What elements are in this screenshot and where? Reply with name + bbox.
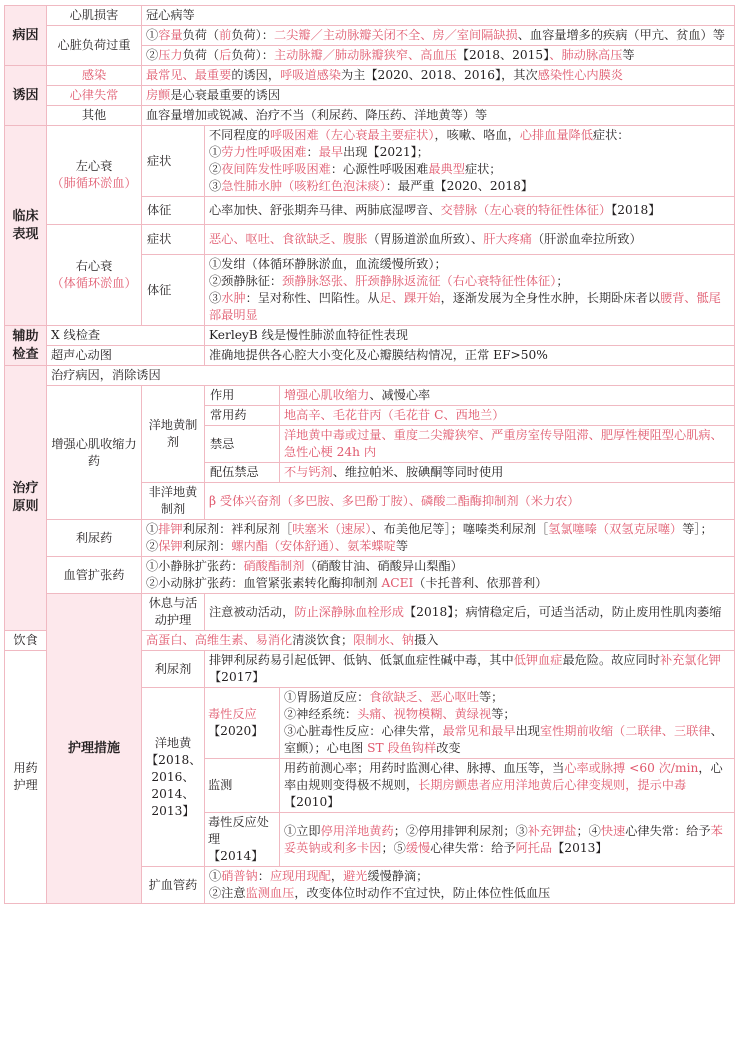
row-echo bbox=[5, 346, 735, 366]
left-symptom-intro: 不同程度的呼吸困难（左心衰最主要症状），咳嗽、咯血，心排血量降低症状： bbox=[209, 128, 630, 142]
label-echo: 超声心动图 bbox=[47, 346, 205, 366]
label-dig-action: 作用 bbox=[205, 386, 280, 406]
label-dig-combo: 配伍禁忌 bbox=[205, 463, 280, 483]
section-treatment: 治疗原则 bbox=[5, 366, 47, 631]
text-echo: 准确地提供各心腔大小变化及心瓣膜结构情况，正常 EF>50% bbox=[205, 346, 735, 366]
med-dig-tox-name: 毒性反应 bbox=[208, 707, 257, 721]
text-right-sign bbox=[205, 255, 735, 326]
text-infection: 最常见、最重要的诱因，呼吸道感染为主【2020、2018、2016】，其次感染性心内膜炎 bbox=[142, 66, 735, 86]
left-hf-name: 左心衰 bbox=[75, 159, 113, 173]
diuretic-line-2: ②保钾利尿剂：螺内酯（安体舒通）、氨苯蝶啶等 bbox=[146, 539, 409, 553]
label-infection: 感染 bbox=[47, 66, 142, 86]
label-dig-contra: 禁忌 bbox=[205, 426, 280, 463]
text-rest: 注意被动活动，防止深静脉血栓形成【2018】；病情稳定后，可适当活动，防止废用性肌肉萎缩 bbox=[205, 594, 735, 631]
text-pressure-load: ②压力负荷（后负荷）：主动脉瓣／肺动脉瓣狭窄、高血压【2018、2015】、肺动脉高压等 bbox=[142, 46, 735, 66]
label-vasodilator: 血管扩张药 bbox=[47, 557, 142, 594]
label-right-sign: 体征 bbox=[142, 255, 205, 326]
med-dig-handle-name: 毒性反应处理 bbox=[208, 815, 269, 846]
dig-tox-2: ②神经系统：头痛、视物模糊、黄绿视等； bbox=[284, 707, 516, 721]
label-med-dig-monitor: 监测 bbox=[205, 759, 280, 813]
label-right-symptom: 症状 bbox=[142, 225, 205, 255]
text-trigger-other: 血容量增加或锐减、治疗不当（利尿药、降压药、洋地黄等）等 bbox=[142, 106, 735, 126]
row-rest bbox=[5, 594, 735, 631]
row-overload bbox=[5, 26, 735, 46]
label-trigger-other: 其他 bbox=[47, 106, 142, 126]
text-diet: 高蛋白、高维生素、易消化清淡饮食；限制水、钠摄入 bbox=[142, 631, 735, 651]
med-digitalis-years: 【2018、2016、2014、2013】 bbox=[146, 752, 202, 818]
dig-tox-1: ①胃肠道反应：食欲缺乏、恶心呕吐等； bbox=[284, 690, 504, 704]
row-diuretic bbox=[5, 520, 735, 557]
text-volume-load: ①容量负荷（前负荷）：二尖瓣／主动脉瓣关闭不全、房／室间隔缺损、血容量增多的疾病（甲亢、贫血）等 bbox=[142, 26, 735, 46]
section-trigger: 诱因 bbox=[5, 66, 47, 126]
label-med-dig-tox bbox=[205, 688, 280, 759]
label-arrhythmia: 心律失常 bbox=[47, 86, 142, 106]
row-trigger-other bbox=[5, 106, 735, 126]
row-treat-cause bbox=[5, 366, 735, 386]
label-left-sign: 体征 bbox=[142, 197, 205, 225]
med-dig-tox-year: 【2020】 bbox=[208, 724, 264, 738]
label-diet: 饮食 bbox=[5, 631, 47, 651]
label-digitalis: 洋地黄制剂 bbox=[142, 386, 205, 483]
left-symptom-2: ②夜间阵发性呼吸困难：心源性呼吸困难最典型症状； bbox=[209, 162, 502, 176]
label-med-vaso: 扩血管药 bbox=[142, 867, 205, 904]
row-right-symptom bbox=[5, 225, 735, 255]
text-vasodilator bbox=[142, 557, 735, 594]
row-xray bbox=[5, 326, 735, 346]
left-symptom-1: ①劳力性呼吸困难：最早出现【2021】； bbox=[209, 145, 429, 159]
row-left-symptom bbox=[5, 126, 735, 197]
row-dig-action bbox=[5, 386, 735, 406]
right-sign-1: ①发绀（体循环静脉淤血，血流缓慢所致）； bbox=[209, 257, 447, 271]
label-diuretic: 利尿药 bbox=[47, 520, 142, 557]
left-hf-sub: （肺循环淤血） bbox=[51, 176, 137, 190]
label-med-dig-handle bbox=[205, 813, 280, 867]
label-med-diuretic: 利尿剂 bbox=[142, 651, 205, 688]
section-nursing: 护理措施 bbox=[47, 594, 142, 904]
row-vaso bbox=[5, 557, 735, 594]
left-symptom-3: ③急性肺水肿（咳粉红色泡沫痰）：最严重【2020、2018】 bbox=[209, 179, 534, 193]
label-nondig: 非洋地黄制剂 bbox=[142, 483, 205, 520]
text-right-symptom: 恶心、呕吐、食欲缺乏、腹胀（胃肠道淤血所致）、肝大疼痛（肝淤血牵拉所致） bbox=[205, 225, 735, 255]
label-dig-drugs: 常用药 bbox=[205, 406, 280, 426]
text-left-symptom bbox=[205, 126, 735, 197]
text-med-diuretic: 排钾利尿药易引起低钾、低钠、低氯血症性碱中毒，其中低钾血症最危险。故应同时补充氯化钾【2017】 bbox=[205, 651, 735, 688]
label-overload: 心脏负荷过重 bbox=[47, 26, 142, 66]
label-left-symptom: 症状 bbox=[142, 126, 205, 197]
label-med-nursing: 用药护理 bbox=[5, 651, 47, 904]
text-med-dig-tox bbox=[280, 688, 735, 759]
row-arrhythmia bbox=[5, 86, 735, 106]
text-med-dig-monitor: 用药前测心率；用药时监测心律、脉搏、血压等，当心率或脉搏 <60 次/min，心率由规则变得极不规则，长期房颤患者应用洋地黄后心律变规则，提示中毒【2010】 bbox=[280, 759, 735, 813]
label-right-heart-failure bbox=[47, 225, 142, 326]
text-med-dig-handle: ①立即停用洋地黄药；②停用排钾利尿剂；③补充钾盐；④快速心律失常：给予苯妥英钠或利多卡因；⑤缓慢心律失常：给予阿托品【2013】 bbox=[280, 813, 735, 867]
dig-tox-3: ③心脏毒性反应：心律失常，最常见和最早出现室性期前收缩（二联律、三联律、室颤）；心电图 ST 段鱼钩样改变 bbox=[284, 724, 723, 755]
label-xray: X 线检查 bbox=[47, 326, 205, 346]
text-diuretic bbox=[142, 520, 735, 557]
text-arrhythmia: 房颤是心衰最重要的诱因 bbox=[142, 86, 735, 106]
med-digitalis-name: 洋地黄 bbox=[154, 735, 192, 750]
right-hf-name: 右心衰 bbox=[75, 259, 113, 273]
text-treat-cause: 治疗病因，消除诱因 bbox=[47, 366, 735, 386]
text-myocardial-damage: 冠心病等 bbox=[142, 6, 735, 26]
med-vaso-2: ②注意监测血压，改变体位时动作不宜过快，防止体位性低血压 bbox=[209, 886, 551, 900]
section-cause: 病因 bbox=[5, 6, 47, 66]
heart-failure-table bbox=[4, 5, 735, 904]
label-myocardial-damage: 心肌损害 bbox=[47, 6, 142, 26]
row-myocardial-damage bbox=[5, 6, 735, 26]
text-dig-combo: 不与钙剂、维拉帕米、胺碘酮等同时使用 bbox=[280, 463, 735, 483]
diuretic-line-1: ①排钾利尿剂：袢利尿剂［呋塞米（速尿）、布美他尼等］；噻嗪类利尿剂［氢氯噻嗪（双氢克尿噻）等］； bbox=[146, 522, 713, 536]
label-rest: 休息与活动护理 bbox=[142, 594, 205, 631]
med-dig-handle-year: 【2014】 bbox=[208, 849, 264, 863]
label-left-heart-failure bbox=[47, 126, 142, 225]
text-xray: KerleyB 线是慢性肺淤血特征性表现 bbox=[205, 326, 735, 346]
text-dig-action: 增强心肌收缩力、减慢心率 bbox=[280, 386, 735, 406]
label-inotrope: 增强心肌收缩力药 bbox=[47, 386, 142, 520]
right-sign-2: ②颈静脉征：颈静脉怒张、肝颈静脉返流征（右心衰特征性体征）； bbox=[209, 274, 569, 288]
text-dig-drugs: 地高辛、毛花苷丙（毛花苷 C、西地兰） bbox=[280, 406, 735, 426]
text-nondig: β 受体兴奋剂（多巴胺、多巴酚丁胺）、磷酸二酯酶抑制剂（米力农） bbox=[205, 483, 735, 520]
vaso-line-1: ①小静脉扩张药：硝酸酯制剂（硝酸甘油、硝酸异山梨酯） bbox=[146, 559, 463, 573]
right-hf-sub: （体循环淤血） bbox=[51, 276, 137, 290]
text-left-sign: 心率加快、舒张期奔马律、两肺底湿啰音、交替脉（左心衰的特征性体征）【2018】 bbox=[205, 197, 735, 225]
text-med-vaso bbox=[205, 867, 735, 904]
right-sign-3: ③水肿：呈对称性、凹陷性。从足、踝开始，逐渐发展为全身性水肿，长期卧床者以腰背、骶尾部最明显 bbox=[209, 291, 721, 322]
med-vaso-1: ①硝普钠：应现用现配，避光缓慢静滴； bbox=[209, 869, 429, 883]
section-clinical: 临床表现 bbox=[5, 126, 47, 326]
section-aux: 辅助检查 bbox=[5, 326, 47, 366]
text-dig-contra: 洋地黄中毒或过量、重度二尖瓣狭窄、严重房室传导阻滞、肥厚性梗阻型心肌病、急性心梗 24h 内 bbox=[280, 426, 735, 463]
label-med-digitalis bbox=[142, 688, 205, 867]
row-infection bbox=[5, 66, 735, 86]
vaso-line-2: ②小动脉扩张药：血管紧张素转化酶抑制剂 ACEI（卡托普利、依那普利） bbox=[146, 576, 548, 590]
